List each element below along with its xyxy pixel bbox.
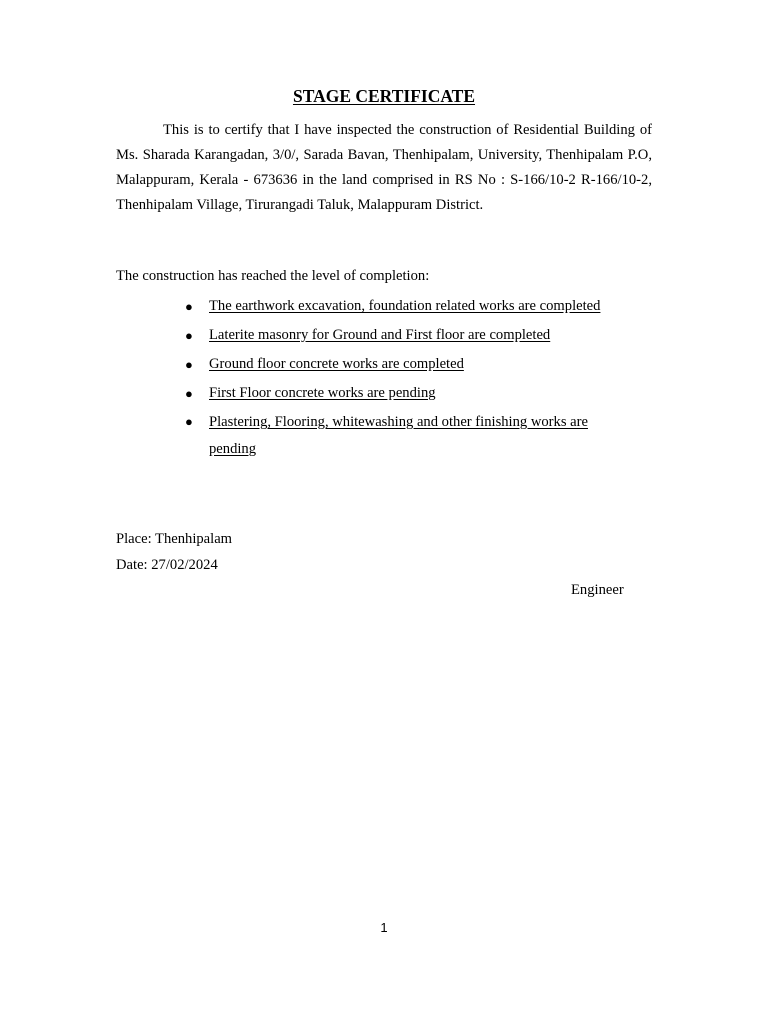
stage-text: Plastering, Flooring, whitewashing and other finishing works are pending [209, 414, 588, 457]
stage-item [185, 383, 625, 405]
signatory-label: Engineer [571, 582, 624, 598]
bullet-icon: ● [185, 299, 193, 314]
stage-text: The earthwork excavation, foundation related works are completed [209, 298, 601, 314]
completion-intro: The construction has reached the level of completion: [116, 268, 430, 284]
page-number: 1 [380, 920, 388, 935]
bullet-icon: ● [185, 357, 193, 372]
certification-paragraph [116, 118, 652, 218]
completion-stage-list [185, 296, 625, 474]
date-line: Date: 27/02/2024 [116, 557, 218, 573]
bullet-icon: ● [185, 386, 193, 401]
stage-item [185, 409, 625, 463]
certificate-title: STAGE CERTIFICATE [292, 86, 476, 106]
certification-text: This is to certify that I have inspected the construction of Residential Building of Ms. Sharada Karangadan, 3/0/, Sarada Bavan, Thenhipalam, University, Thenhipalam P.O, Malappuram, Kerala - 673636 in the land comprised in RS No : S-166/10-2 R-166/10-2, Thenhipalam Village, Tirurangadi Taluk, Malappuram District. [116, 122, 652, 213]
stage-text: Laterite masonry for Ground and First floor are completed [209, 327, 551, 343]
bullet-icon: ● [185, 328, 193, 343]
stage-text: First Floor concrete works are pending [209, 385, 436, 401]
stage-text: Ground floor concrete works are completed [209, 356, 464, 372]
stage-item [185, 354, 625, 376]
bullet-icon: ● [185, 414, 193, 429]
stage-item [185, 296, 625, 318]
place-line: Place: Thenhipalam [116, 531, 233, 547]
stage-item [185, 325, 625, 347]
